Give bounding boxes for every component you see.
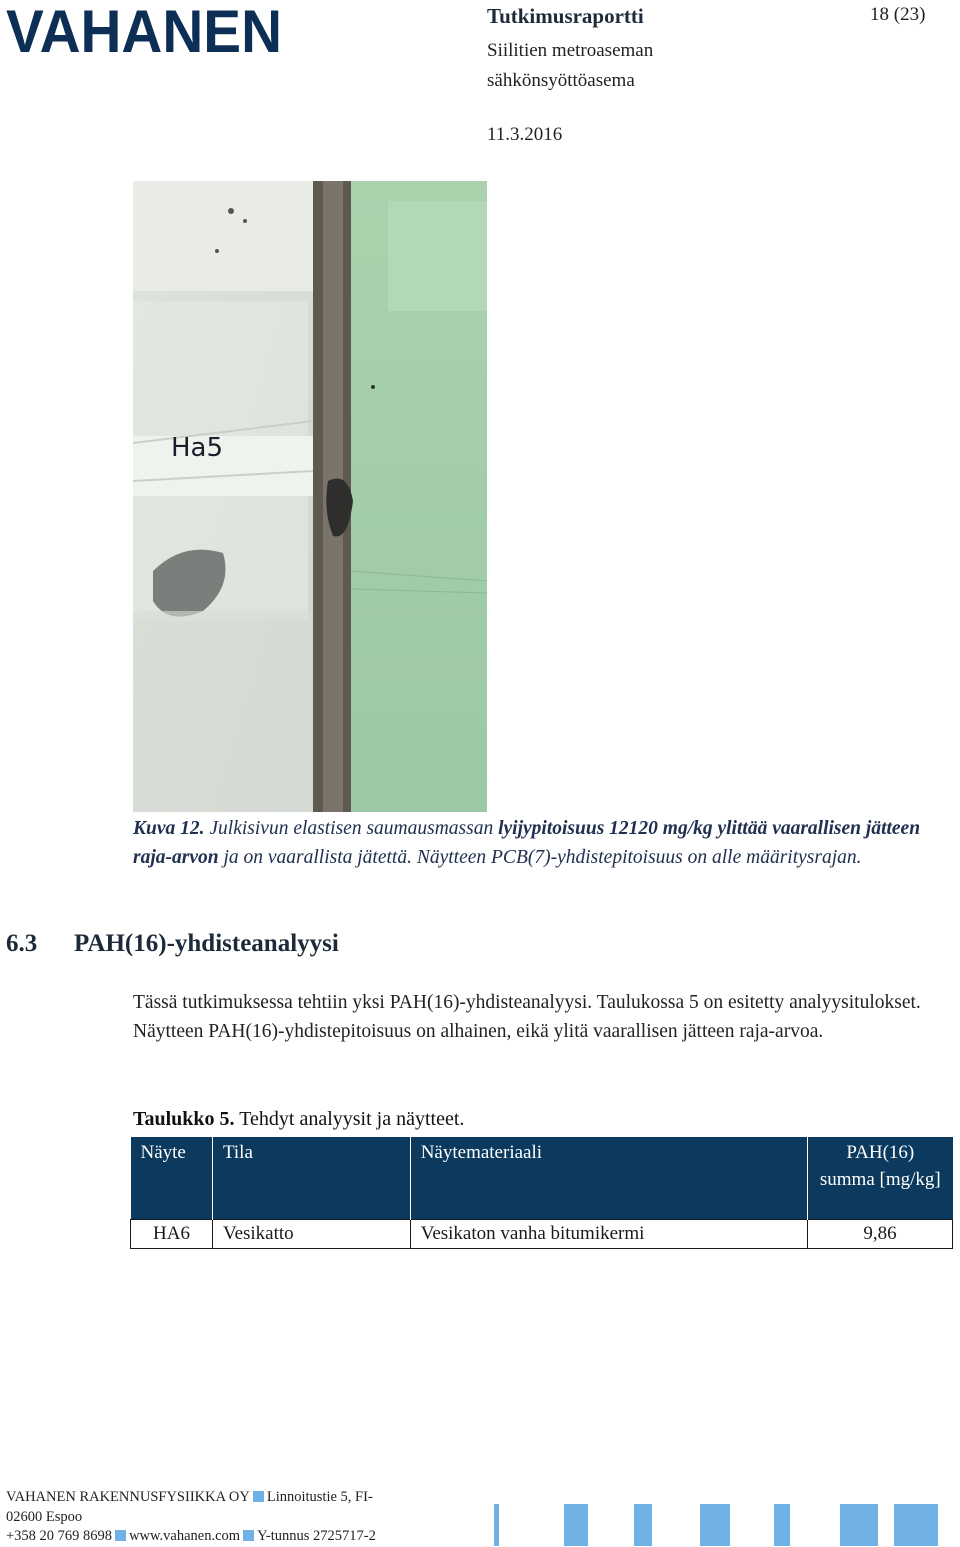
footer-line-3 — [6, 1528, 376, 1545]
footer-phone: +358 20 769 8698 — [6, 1528, 113, 1544]
footer-business-id: Y-tunnus 2725717-2 — [257, 1528, 376, 1544]
square-bullet-icon — [253, 1491, 264, 1502]
cell-material: Vesikaton vanha bitumikermi — [410, 1220, 807, 1249]
company-logo — [6, 4, 284, 56]
header-location: Tila — [212, 1137, 410, 1220]
cell-location: Vesikatto — [212, 1220, 410, 1249]
report-date: 11.3.2016 — [487, 124, 563, 145]
header-pah-sum: PAH(16) summa [mg/kg] — [808, 1137, 953, 1220]
section-paragraph: Tässä tutkimuksessa tehtiin yksi PAH(16)-yhdisteanalyysi. Taulukossa 5 on esitetty analyysitulokset. Näytteen PAH(16)-yhdistepitoisuus on alhainen, eikä ylitä vaarallisen jätteen raja-arvoa. — [133, 992, 921, 1042]
table-row — [131, 1220, 953, 1249]
header-sample: Näyte — [131, 1137, 213, 1220]
square-bullet-icon — [243, 1530, 254, 1541]
cell-pah-value: 9,86 — [808, 1220, 953, 1249]
square-bullet-icon — [115, 1530, 126, 1541]
table-header-row — [131, 1137, 953, 1220]
report-title: Tutkimusraportti — [487, 4, 644, 28]
footer-address-1: Linnoitustie 5, FI- — [266, 1489, 373, 1505]
cell-sample: HA6 — [131, 1220, 213, 1249]
caption-text-2: ja on vaarallista jätettä. Näytteen PCB(7)-yhdistepitoisuus on alle määritysrajan. — [218, 847, 862, 868]
footer-line-1 — [6, 1489, 373, 1506]
logo-text: VAHANEN — [6, 4, 282, 56]
report-subtitle: Siilitien metroaseman sähkönsyöttöasema — [487, 40, 654, 91]
table-caption-label: Taulukko 5. — [133, 1108, 235, 1130]
sample-photo — [133, 181, 487, 812]
figure-caption — [133, 814, 923, 872]
footer-company: VAHANEN RAKENNUSFYSIIKKA OY — [6, 1489, 250, 1505]
caption-bold-text: lyijypitoisuus 12120 mg/kg ylittää vaarallisen jätteen raja-arvon — [133, 818, 921, 868]
photo-label-text: Ha5 — [171, 433, 224, 463]
table-caption — [133, 1108, 464, 1131]
footer-web: www.vahanen.com — [129, 1528, 241, 1544]
caption-text-1: Julkisivun elastisen saumausmassan — [204, 818, 499, 839]
footer-decoration-bars — [490, 1500, 950, 1546]
results-table — [130, 1137, 953, 1249]
section-title: PAH(16)-yhdisteanalyysi — [74, 930, 339, 957]
header-material: Näytemateriaali — [410, 1137, 807, 1220]
table-caption-text: Tehdyt analyysit ja näytteet. — [234, 1108, 465, 1130]
footer-line-2: 02600 Espoo — [6, 1509, 83, 1525]
section-number: 6.3 — [6, 930, 38, 957]
caption-label: Kuva 12. — [133, 818, 205, 839]
page-number: 18 (23) — [870, 4, 926, 25]
